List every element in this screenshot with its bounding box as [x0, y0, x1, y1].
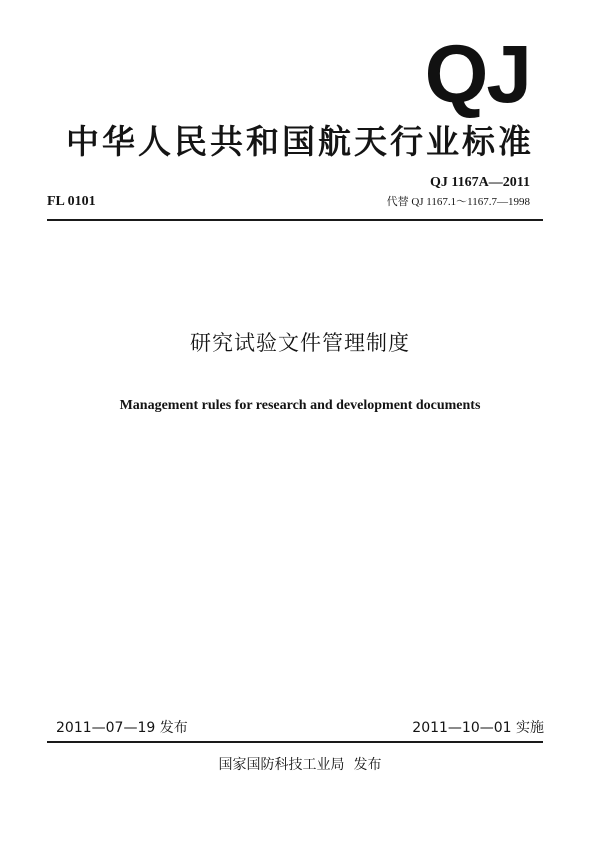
standard-logo: QJ — [424, 29, 530, 120]
document-title-en: Management rules for research and development documents — [119, 398, 481, 413]
implementation-date: 2011—10—01 实施 — [412, 720, 544, 736]
issue-date: 2011—07—19 发布 — [56, 720, 188, 736]
top-divider — [47, 219, 543, 221]
classification-code: FL 0101 — [47, 194, 96, 209]
bottom-divider — [47, 741, 543, 743]
publisher: 国家国防科技工业局 发布 — [218, 757, 382, 773]
replaces-note: 代替 QJ 1167.1～1167.7—1998 — [386, 196, 530, 208]
document-title-cn: 研究试验文件管理制度 — [190, 331, 410, 355]
standard-number: QJ 1167A—2011 — [430, 175, 530, 190]
standard-category-title: 中华人民共和国航天行业标准 — [66, 122, 534, 161]
